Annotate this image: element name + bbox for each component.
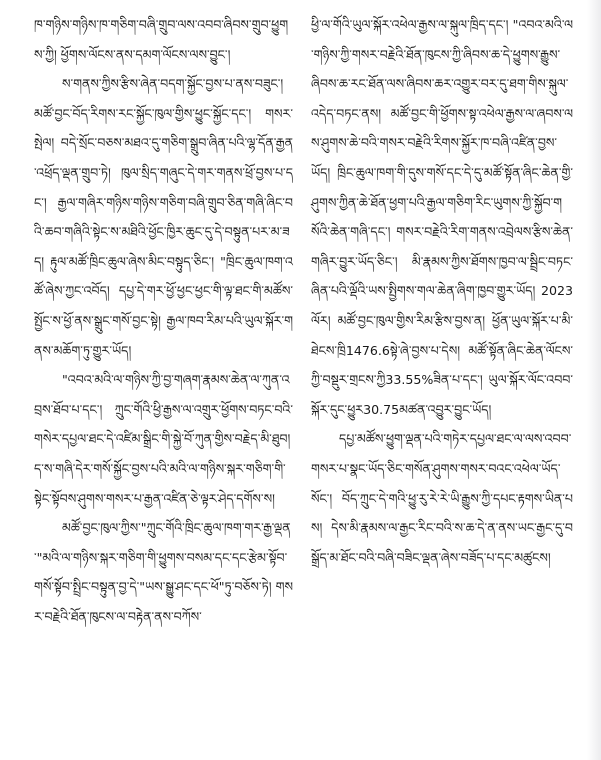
right-text-column — [311, 10, 573, 572]
left-paragraph-1: ཁ་གཉིས་གཉིས་ཁ་གཅིག་བཞི་གྲུབ་ལས་འབབ་ཞིབས་གྲུབ་ཕྱུགས་ཀྱི། ཕྱོགས་ལོངས་ནས་དམག་ལོངས་ལས་བྱུང་། — [34, 17, 289, 62]
left-paragraph-3: "འབའ་མའི་ལ་གཉིས་ཀྱི་བྱ་གཞག་རྣམས་ཆེན་ལ་ཀུན་འབྲས་ཐོབ་པ་དང་། ཀྲུང་གོའི་ཕྱི་རྒྱས་ལ་འགྲུར་ཕྱོགས་བཏང་བའི་གསེར་དཔྱལ་ཐང་དེ་འཛིམ་སྒྲིང་གི་སྐྱེ་བོ་ཀུན་གྱིས་བརྗེད་མི་ཐུབ། ད་ས་གཞི་དེར་གསོ་སྐྱོང་བྱས་པའི་མའི་ལ་གཉིས་སྐར་གཅིག་གི་སྟེང་སྟོབས་ཤུགས་གསར་པ་རྒྱན་འཛིན་ཅེ་ལྟར་ཤེད་དགོས་ས། — [34, 372, 293, 506]
left-text-column — [34, 10, 293, 631]
page-edge-shadow — [587, 0, 601, 760]
left-paragraph-4: མཚོ་བྱང་ཁུལ་ཀྱིས་"ཀྲུང་གོའི་ཁྲིང་ཆུལ་ཁག་གར་རྒྱ་ལྡན་"མའི་ལ་གཉིས་སྐར་གཅིག་གི་ཕྱུགས་བསམ་དང་དང་རྩེམ་སྟོབ་གསོ་སྟོབ་སྤྲིང་བསྟུན་བྱ་དེ་"ཡས་སྒྱུ་ཤང་དང་ཕོ"ཏུ་བཅོས་ཏེ། གསར་བརྗེའི་ཐོན་ཁུངས་ལ་བརྟེན་ནས་བཀོས་ — [34, 520, 293, 624]
right-paragraph-2: དཔྱ་མཚོས་ཕྱུག་ལྡན་པའི་གཏེར་དཔྱལ་ཐང་ལ་ལས་འབབ་གསར་པ་སྣང་ཡོད་ཅིང་གསོན་ཤུགས་གསར་བའང་འཕེལ་ཡོད་སོང་། བོད་ཀྲུང་དེ་གའི་ཕྱུ་རུ་རེ་རེ་ཡི་རྒྱུས་ཀྱི་དཔང་རྟགས་ཡིན་པས། དེས་མི་རྣམས་ལ་རྒྱང་རིང་བའི་ས་ཆ་དེ་ན་ནས་ཡང་རྒྱང་དུ་བསྒྲོད་མ་ཐོང་བའི་བཞི་བཟིང་ལྡན་ཞེས་བཟོད་པ་དང་མཚུངས། — [311, 431, 573, 565]
right-paragraph-1: ཕྱི་ལ་གོའི་ཡུལ་སྐོར་འཕེལ་རྒྱས་ལ་སྐུལ་ཁྲིད་དང་། "འབའ་མའི་ལ་གཉིས་ཀྱི་གསར་བརྗེའི་ཐོན་ཁུངས་ཀྱི་ཞིབས་ཆ་དེ་ཕྱུགས་རྒྱུས་ཞིབས་ཆ་རང་ཐོན་ལས་ཞིབས་ཆར་འགྱུར་བར་དུ་ཐག་གིས་སྐུལ་འདེད་བཏང་ནས། མཚོ་བྱང་གི་ཕྱོགས་སྟ་འཕེལ་རྒྱས་ལ་ཞབས་ལས་ཤུགས་ཆེ་བའི་གསར་བརྗེའི་རིགས་སྐྱོར་ཁ་བཞི་འཛིན་བྱས་ཡོད། ཁྲིང་ཆུལ་ཁག་གི་དུས་གསོ་དང་དེ་དུ་མཚོ་སྟོན་ཞིང་ཆེན་གྱི་ཤུགས་ཀྱིན་ཆེ་ཐོན་ཕྱག་པའི་རྒྱལ་གཅིག་རིང་ཡུགས་ཀྱི་སྐྱོབ་གསོའི་ཆེན་གཞི་དང་། གསར་བརྗེའི་རིག་གནས་འབྲེལས་རྩིས་ཆེན་གཞིར་བྱུར་ཡོད་ཅིང་། མི་རྣམས་ཀྱིས་ཐོགས་ཁྱབ་ལ་སྦྲིང་བཏང་ཞིན་པའི་ལྡོའི་ཡས་སྤྱིགས་གལ་ཆེན་ཞིག་ཁྱབ་གྱུར་ཡོད། 2023ལོར། མཚོ་བྱང་ཁུལ་གྱིས་རིམ་རྩིས་བྱས་ན། ཕྱོན་ཡུལ་སྐོར་པ་མི་ཐེངས་ཁྲི1476.6སྟེ་ཞེ་བྱས་པ་དེས། མཚོ་སྟོན་ཞིང་ཆེན་ལོངས་ཀྱི་བསྡུར་གྲངས་ཀྱི33.55%ཟིན་པ་དང་། ཡུལ་སྐོར་ལོང་འབབ་སྐོར་དུང་ཕྱུར30.75མཚན་འབྱུར་བྱུང་ཡོད། — [311, 17, 573, 417]
left-paragraph-2: ས་གནས་ཀྱིས་རྩིས་ཞེན་བདག་སྐྱོང་བྱས་པ་ནས་བཟུང་། མཚོ་བྱང་བོད་རིགས་རང་སྐྱོང་ཁུལ་གྱིས་ཕྱུང་སྐྱོང་དང་། གསར་སྤེལ། བདེ་སྲོང་བཅས་མཐའ་དུ་གཅིག་སྒྲུབ་ཞིན་པའི་ལྷ་དོན་རྒྱན་འཕྲོད་ལྡན་གྲུབ་ཏེ། ཁུལ་སྲིད་གཞུང་དེ་གར་གནས་ཕྲོ་བྱས་པ་དང་། རྒྱལ་གཞིར་གཉིས་གཉིས་གཅིག་བཞི་གྲུབ་ཅིན་གཞི་ཞིང་བའི་ཆབ་གཞིའི་སྟེང་ས་མཐིའི་ཕྱོང་ཁྱིར་ཆུང་དུ་དེ་བསྟུན་པར་མ་ཟད། རྟུལ་མཚོ་ཁྲིང་ཆུལ་ཞེས་མིང་བསྟུད་ཅིང་། "ཁྲིང་ཆུལ་ཁག་འཚོ་ཞེས་ཀྱང་འབོད། དཔྱ་དེ་གར་ཕྱོ་ཕྱང་ཕྱང་གི་ལྟ་ཐང་གི་མཚོས་སྤྱོང་ས་ཕྱོ་ནས་སྒྲུང་གསོ་བྱང་སྟེ། རྒྱལ་ཁབ་རིམ་པའི་ཡུལ་སྐོར་གནས་མཆོག་ཏུ་གྱུར་ཡོད། — [34, 76, 293, 358]
